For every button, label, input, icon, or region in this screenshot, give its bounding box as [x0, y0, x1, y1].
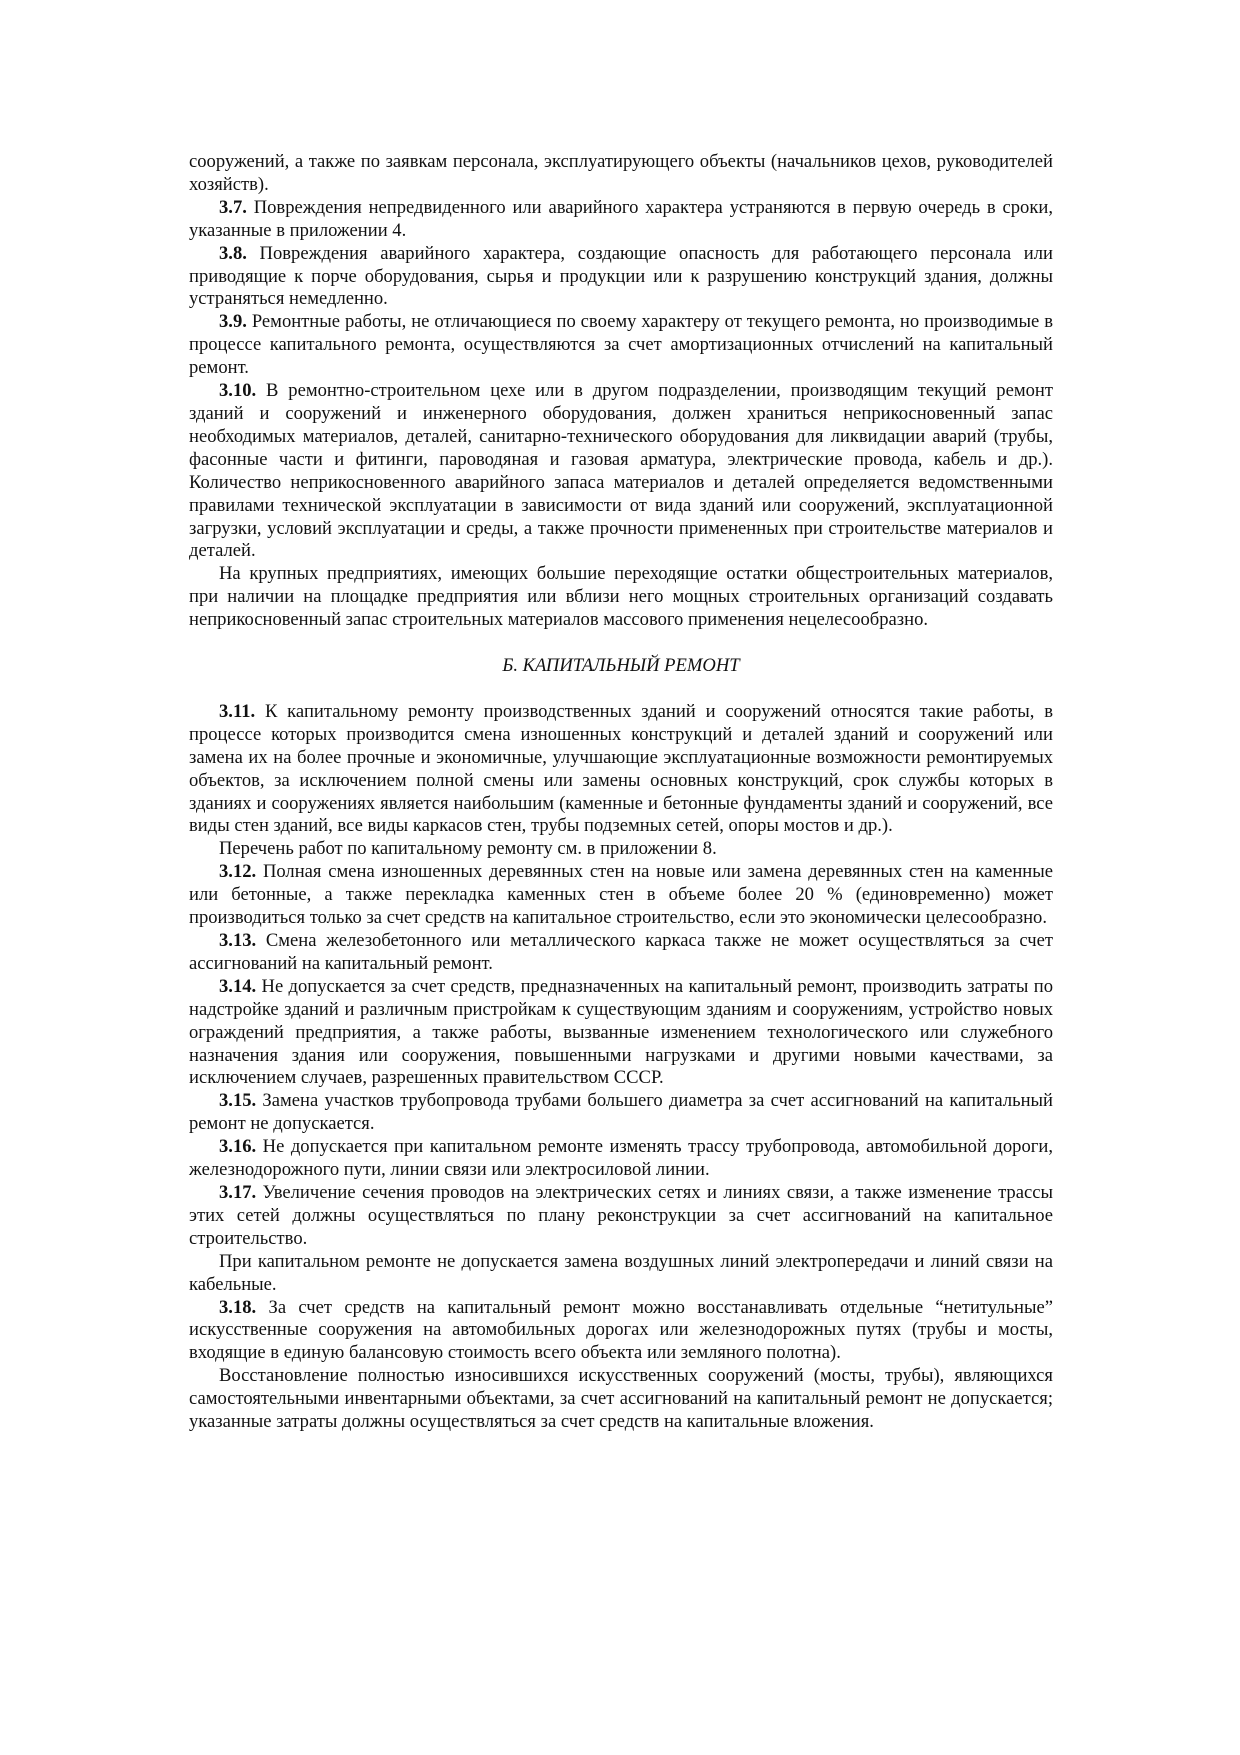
paragraph-3-13: [189, 930, 1053, 976]
clause-number: 3.8.: [219, 242, 247, 264]
paragraph-text: Смена железобетонного или металлического каркаса также не может осуществляться за счет ассигнований на капитальный ремонт.: [189, 930, 1053, 974]
paragraph-3-15: [189, 1090, 1053, 1136]
paragraph-text: К капитальному ремонту производственных зданий и сооружений относятся такие работы, в процессе которых производится смена изношенных конструкций и деталей зданий и сооружений или замена их на более прочные и экономичные, улучшающие эксплуатационные возможности ремонтируемых объектов, за исключением полной смены или замены основных конструкций, срок службы которых в зданиях и сооружениях является наибольшим (каменные и бетонные фундаменты зданий и сооружений, все виды стен зданий, все виды каркасов стен, трубы подземных сетей, опоры мостов и др.).: [189, 700, 1053, 837]
paragraph-3-17: [189, 1182, 1053, 1251]
paragraph-text: Не допускается за счет средств, предназначенных на капитальный ремонт, производить затраты по надстройке зданий и различным пристройкам к существующим зданиям и сооружениям, устройство новых ограждений предприятия, а также работы, вызванные изменением технологического или служебного назначения здания или сооружения, повышенными нагрузками и другими новыми качествами, за исключением случаев, разрешенных правительством СССР.: [189, 975, 1053, 1089]
paragraph-3-11: [189, 701, 1053, 838]
clause-number: 3.14.: [219, 975, 257, 997]
paragraph-3-14: [189, 976, 1053, 1091]
clause-number: 3.17.: [219, 1181, 257, 1203]
section-heading: Б. КАПИТАЛЬНЫЙ РЕМОНТ: [502, 655, 740, 677]
paragraph-text: Повреждения непредвиденного или аварийного характера устраняются в первую очередь в сроки, указанные в приложении 4.: [189, 196, 1053, 241]
paragraph-text: Повреждения аварийного характера, создающие опасность для работающего персонала или приводящие к порче оборудования, сырья и продукции или к разрушению конструкций здания, должны устраняться немедленно.: [189, 242, 1053, 310]
paragraph-3-12: [189, 861, 1053, 930]
clause-number: 3.18.: [219, 1296, 257, 1318]
paragraph-text: Замена участков трубопровода трубами большего диаметра за счет ассигнований на капитальный ремонт не допускается.: [189, 1090, 1053, 1135]
paragraph-text: сооружений, а также по заявкам персонала, эксплуатирующего объекты (начальников цехов, руководителей хозяйств).: [189, 151, 1053, 195]
paragraph-3-10: [189, 380, 1053, 563]
paragraph-text: При капитальном ремонте не допускается замена воздушных линий электропередачи и линий связи на кабельные.: [189, 1250, 1053, 1295]
paragraph-cable-lines: [189, 1251, 1053, 1297]
paragraph-text: На крупных предприятиях, имеющих большие переходящие остатки общестроительных материалов, при наличии на площадке предприятия или вблизи него мощных строительных организаций создавать неприкосновенный запас строительных материалов массового применения нецелесообразно.: [189, 563, 1053, 631]
paragraph-text: В ремонтно-строительном цехе или в другом подразделении, производящим текущий ремонт зданий и сооружений и инженерного оборудования, должен храниться неприкосновенный запас необходимых материалов, деталей, санитарно-технического оборудования для ликвидации аварий (трубы, фасонные части и фитинги, пароводяная и газовая арматура, электрические провода, кабель и др.). Количество неприкосновенного аварийного запаса материалов и деталей определяется ведомственными правилами технической эксплуатации в зависимости от вида зданий или сооружений, эксплуатационной загрузки, условий эксплуатации и среды, а также прочности примененных при строительстве материалов и деталей.: [189, 380, 1053, 562]
paragraph-text: Ремонтные работы, не отличающиеся по своему характеру от текущего ремонта, но производимые в процессе капитального ремонта, осуществляются за счет амортизационных отчислений на капитальный ремонт.: [189, 311, 1053, 379]
paragraph-3-16: [189, 1136, 1053, 1182]
paragraph-continuation: [189, 151, 1053, 197]
paragraph-large-enterprises: [189, 563, 1053, 632]
paragraph-3-7: [189, 197, 1053, 243]
clause-number: 3.15.: [219, 1090, 257, 1112]
paragraph-text: Не допускается при капитальном ремонте изменять трассу трубопровода, автомобильной дороги, железнодорожного пути, линии связи или электросиловой линии.: [189, 1136, 1053, 1181]
clause-number: 3.9.: [219, 311, 247, 333]
paragraph-text: Увеличение сечения проводов на электрических сетях и линиях связи, а также изменение трассы этих сетей должны осуществляться по плану реконструкции за счет ассигнований на капитальное строительство.: [189, 1181, 1053, 1249]
paragraph-restoration: [189, 1365, 1053, 1434]
paragraph-text: Полная смена изношенных деревянных стен на новые или замена деревянных стен на каменные или бетонные, а также перекладка каменных стен в объеме более 20 % (единовременно) может производиться только за счет средств на капитальное строительство, если это экономически целесообразно.: [189, 861, 1053, 929]
paragraph-text: За счет средств на капитальный ремонт можно восстанавливать отдельные “нетитульные” искусственные сооружения на автомобильных дорогах или железнодорожных путях (трубы и мосты, входящие в единую балансовую стоимость всего объекта или земляного полотна).: [189, 1296, 1053, 1364]
clause-number: 3.10.: [219, 380, 257, 402]
paragraph-text: Перечень работ по капитальному ремонту см. в приложении 8.: [219, 838, 717, 860]
clause-number: 3.12.: [219, 861, 257, 883]
clause-number: 3.11.: [219, 700, 256, 722]
clause-number: 3.7.: [219, 196, 247, 218]
paragraph-text: Восстановление полностью износившихся искусственных сооружений (мосты, трубы), являющихся самостоятельными инвентарными объектами, за счет ассигнований на капитальный ремонт не допускается; указанные затраты должны осуществляться за счет средств на капитальные вложения.: [189, 1365, 1053, 1433]
clause-number: 3.16.: [219, 1136, 257, 1158]
clause-number: 3.13.: [219, 930, 257, 951]
paragraph-3-8: [189, 243, 1053, 312]
paragraph-3-9: [189, 311, 1053, 380]
document-page: [189, 151, 1053, 1434]
paragraph-3-18: [189, 1297, 1053, 1366]
paragraph-work-list: [189, 838, 1053, 861]
